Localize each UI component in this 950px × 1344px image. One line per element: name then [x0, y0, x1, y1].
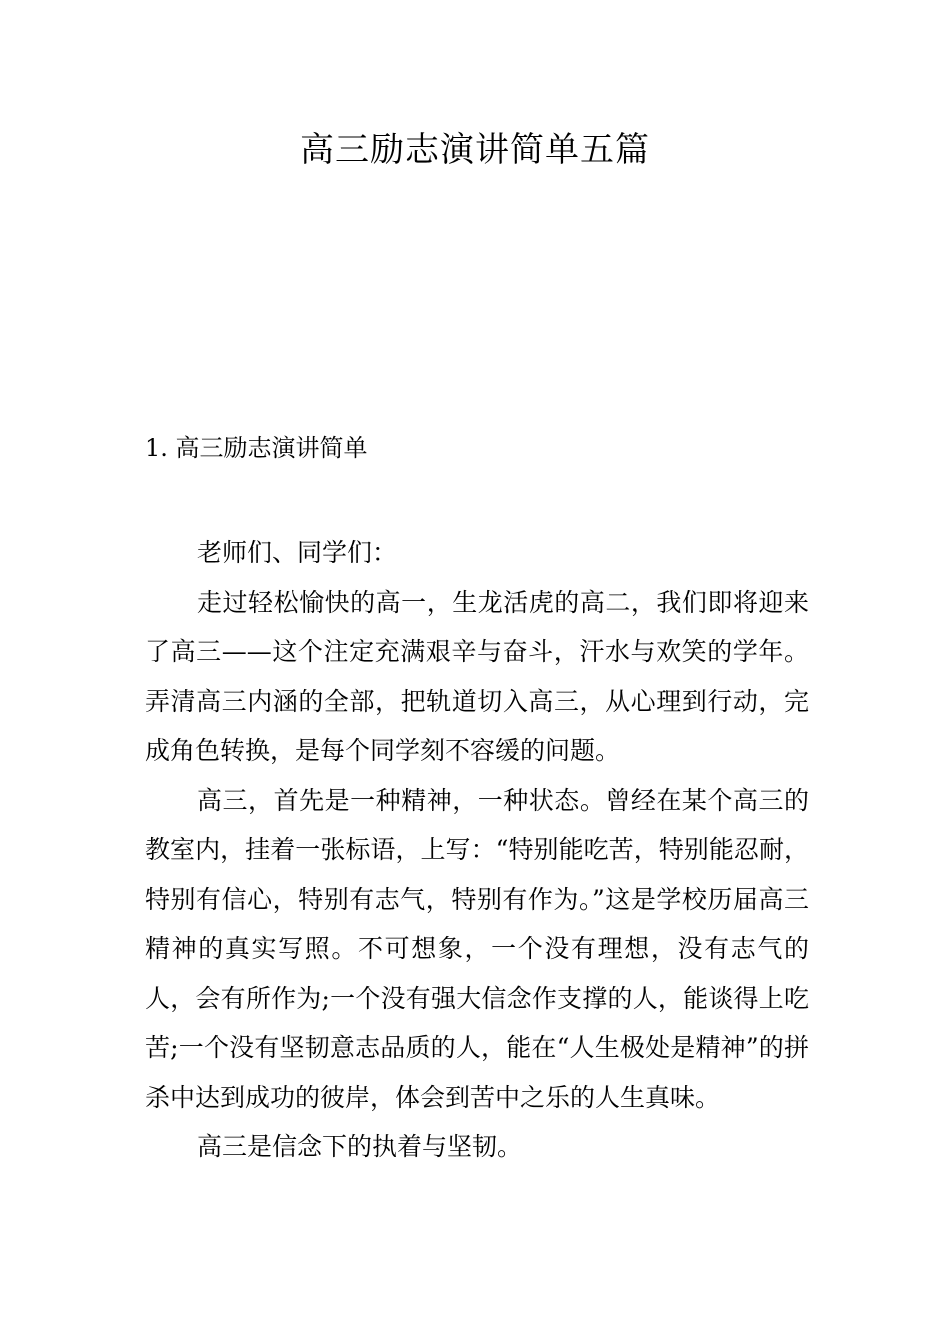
- paragraph-persistence: 高三是信念下的执着与坚韧。: [197, 1132, 523, 1161]
- section-heading: 1. 高三励志演讲简单: [145, 434, 368, 462]
- paragraph-intro: 走过轻松愉快的高一，生龙活虎的高二，我们即将迎来了高三——这个注定充满艰辛与奋斗，汗水与欢笑的学年。弄清高三内涵的全部，把轨道切入高三，从心理到行动，完成角色转换，是每个同学刻不容缓的问题。: [145, 587, 809, 765]
- paragraph-spirit: 高三，首先是一种精神，一种状态。曾经在某个高三的教室内，挂着一张标语，上写：“特别能吃苦，特别能忍耐，特别有信心，特别有志气，特别有作为。”这是学校历届高三精神的真实写照。不可想象，一个没有理想，没有志气的人，会有所作为;一个没有强大信念作支撑的人，能谈得上吃苦;一个没有坚韧意志品质的人，能在“人生极处是精神”的拼杀中达到成功的彼岸，体会到苦中之乐的人生真味。: [145, 785, 809, 1112]
- document-title: 高三励志演讲简单五篇: [300, 130, 650, 170]
- paragraph-greeting: 老师们、同学们：: [197, 538, 398, 567]
- body-text: [145, 528, 809, 1172]
